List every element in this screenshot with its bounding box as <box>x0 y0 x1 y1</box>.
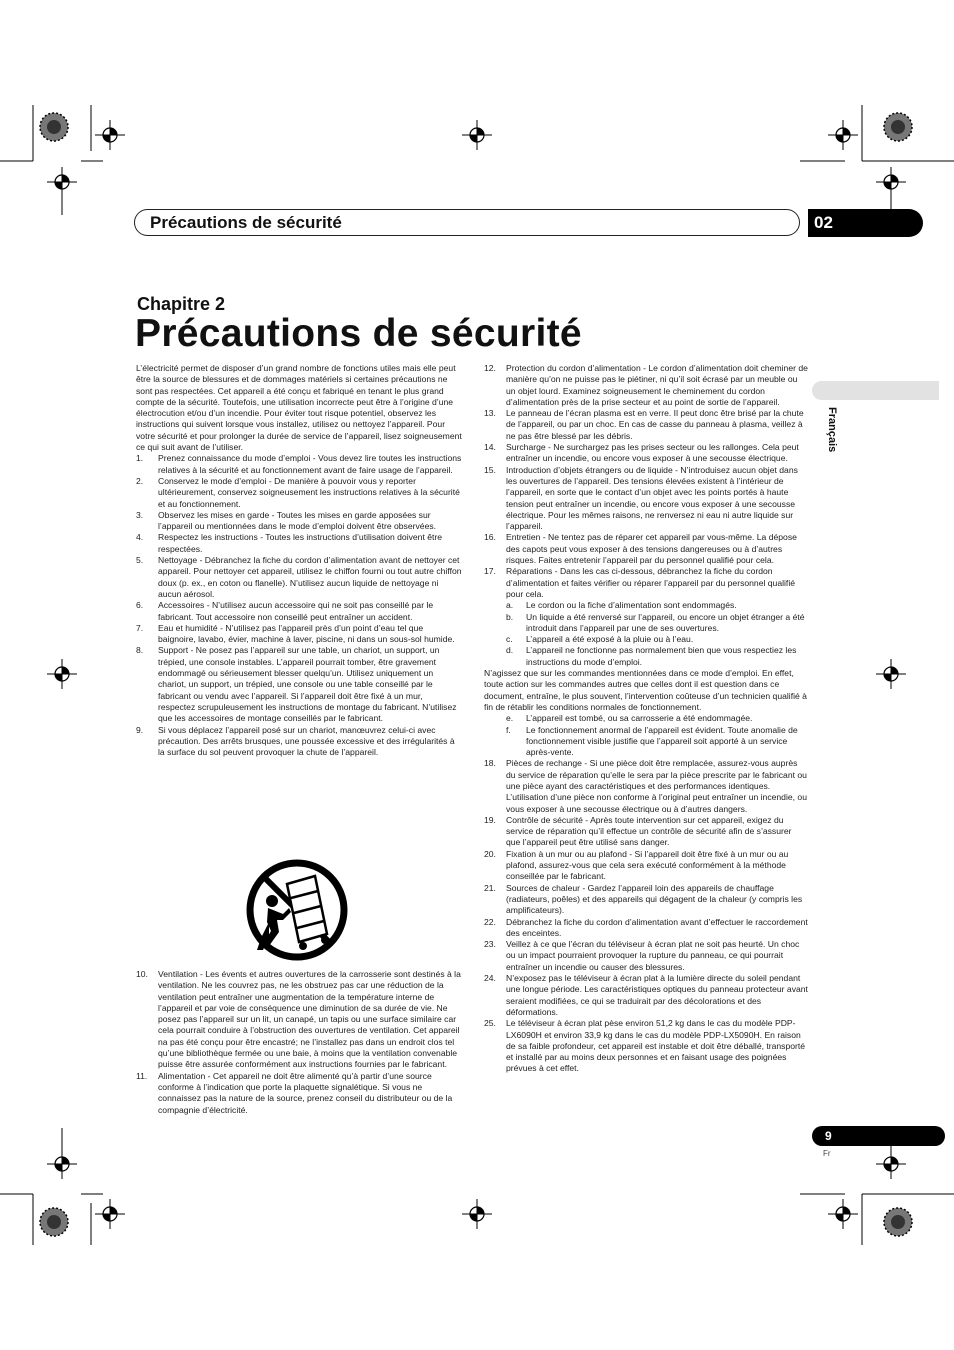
list-item <box>484 532 808 566</box>
item-number: 7. <box>136 622 144 633</box>
list-item <box>136 969 462 1071</box>
item-text: Si vous déplacez l’appareil posé sur un chariot, manœuvrez celui-ci avec précaution. Des arrêts brusques, une poussée excessive et des irrégularités à la surface du sol peuvent provoquer la chute de l’appareil. <box>158 724 455 758</box>
item-text: Pièces de rechange - Si une pièce doit être remplacée, assurez-vous auprès du service de réparation qu’elle le sera par la pièce prescrite par le fabricant ou une pièce ayant des caractéristiques et des performances identiques. L’utilisation d’une pièce non conforme à l’original peut entraîner un incendie, ou vous exposer à une secousse électrique ou à d’autres dangers. <box>506 758 807 814</box>
list-item <box>484 442 808 465</box>
list-item <box>136 645 462 724</box>
item-text: Le cordon ou la fiche d’alimentation sont endommagés. <box>526 600 737 611</box>
item-number: 9. <box>136 724 144 735</box>
item-text: Fixation à un mur ou au plafond - Si l’appareil doit être fixé à un mur ou au plafond, assurez-vous que cela sera exécuté conformément à la méthode conseillée par le fabricant. <box>506 848 789 882</box>
item-number: 6. <box>136 600 144 611</box>
list-item <box>136 1071 462 1116</box>
item-text: Observez les mises en garde - Toutes les mises en garde apposées sur l’appareil ou mentionnées dans le mode d’emploi doivent être observées. <box>158 509 437 532</box>
item-text: L’appareil est tombé, ou sa carrosserie a été endommagée. <box>526 713 753 724</box>
item-text: Surcharge - Ne surchargez pas les prises secteur ou les rallonges. Cela peut entraîner un incendie, ou encore vous exposer à une secousse électrique. <box>506 442 799 464</box>
item-number: b. <box>506 611 514 622</box>
right-column <box>484 363 808 1075</box>
sub-list-item <box>506 612 808 635</box>
item-number: 16. <box>484 532 496 543</box>
left-list <box>136 453 462 758</box>
list-item <box>484 939 808 973</box>
list-item <box>484 465 808 533</box>
sub-list-item <box>506 713 808 724</box>
left-column-continued <box>136 969 462 1116</box>
header-title: Précautions de sécurité <box>150 213 342 232</box>
list-item <box>484 566 808 600</box>
chapter-number-badge: 02 <box>808 209 923 237</box>
item-number: 17. <box>484 566 496 577</box>
item17-note: N’agissez que sur les commandes mentionnées dans ce mode d’emploi. En effet, toute action sur les commandes autres que celles dont il est question dans ce document, entraîne, le plus souvent, l’intervention coûteuse d’un technicien qualifié à fin de rétablir les conditions normales de fonctionnement. <box>484 668 807 712</box>
list-item <box>136 453 462 476</box>
item-text: Débranchez la fiche du cordon d’alimentation avant d’effectuer le raccordement des enceintes. <box>506 916 808 938</box>
item-text: L’appareil a été exposé à la pluie ou à l’eau. <box>526 634 694 645</box>
sublist-a <box>484 600 808 668</box>
item-text: Sources de chaleur - Gardez l’appareil loin des appareils de chauffage (radiateurs, poêles) et des appareils qui dégagent de la chaleur (y compris les amplificateurs). <box>506 882 803 916</box>
item-number: d. <box>506 645 514 656</box>
right-list-after <box>484 758 808 1074</box>
item-text: Veillez à ce que l’écran du téléviseur à écran plat ne soit pas heurté. Un choc ou un impact pourraient provoquer la rupture du panneau, ce qui pourrait entraîner un incendie ou causer des blessures. <box>506 939 800 972</box>
item-number: e. <box>506 713 514 724</box>
item-number: 22. <box>484 916 496 927</box>
intro-paragraph: L’électricité permet de disposer d’un grand nombre de fonctions utiles mais elle peut être la source de blessures et de dommages matériels si certaines précautions ne sont pas respectées. Cet appareil a été conçu et fabriqué en tenant le plus grand compte de la sécurité. Toutefois, une utilisation incorrecte peut être à l’origine d’une électrocution et/ou d’un incendie. Pour éviter tout risque potentiel, observez les instructions qui suivent lorsque vous installez, utilisez ou nettoyez l’appareil. Pour votre sécurité et pour prolonger la durée de service de l’appareil, lisez soigneusement ce qui suit avant de l’utiliser. <box>136 363 462 453</box>
item-number: 25. <box>484 1018 496 1029</box>
page-lang-code: Fr <box>823 1149 831 1158</box>
item-number: 8. <box>136 645 144 656</box>
item-text: Prenez connaissance du mode d’emploi - Vous devez lire toutes les instructions relatives à la sécurité et au fonctionnement avant de faire usage de l’appareil. <box>158 453 462 475</box>
page-number: 9 <box>812 1126 945 1146</box>
list-item <box>484 815 808 849</box>
list-item <box>136 476 462 510</box>
item-number: f. <box>506 724 511 735</box>
page-title: Précautions de sécurité <box>135 312 582 355</box>
item-number: 1. <box>136 453 144 464</box>
item-number: c. <box>506 634 513 645</box>
item-number: 14. <box>484 442 496 453</box>
item-text: Entretien - Ne tentez pas de réparer cet appareil par vous-même. La dépose des capots peut vous exposer à des tensions dangereuses ou à d’autres risques. Faites entretenir l’appareil par du personnel qualifié pour cela. <box>506 532 797 566</box>
item-number: 2. <box>136 475 144 486</box>
item-number: 21. <box>484 882 496 893</box>
sub-list-item <box>506 645 808 668</box>
item-number: 5. <box>136 555 144 566</box>
list-item <box>484 408 808 442</box>
item-text: Support - Ne posez pas l’appareil sur une table, un chariot, un support, un trépied, une console instables. L’appareil pourrait tomber, être gravement endommagé ou sérieusement blesser quelqu’un. Utilisez uniquement un chariot, un support, un trépied, une console ou une table conseillé par le fabricant ou vendu avec l’appareil. Si l’appareil doit être fixé à un mur, respectez scrupuleusement les instructions de montage du fabricant. N’utilisez que les accessoires de montage conseillés par le fabricant. <box>158 645 457 724</box>
sub-list-item <box>506 725 808 759</box>
item-text: Ventilation - Les évents et autres ouvertures de la carrosserie sont destinés à la ventilation. Ne les couvrez pas, ne les obstruez pas car une réduction de la ventilation peut entraîner une augmentation de la température interne de l’appareil et par voie de conséquence une diminution de sa durée de vie. Ne posez pas l’appareil sur un lit, un canapé, un tapis ou une surface similaire car cela pourrait conduire à l’obstruction des ouvertures de ventilation. Cet appareil na pas été conçu pour être encastré; ne l’installez pas dans un endroit clos tel qu’une bibliothèque fermée ou une baie, à moins que la ventilation convenable puisse être assurée conformément aux instructions fournies par le fabricant. <box>158 969 461 1070</box>
list-item <box>136 600 462 623</box>
item-number: 12. <box>484 363 496 373</box>
language-tab <box>812 381 939 400</box>
item-text: Un liquide a été renversé sur l’appareil, ou encore un objet étranger a été introduit dans l’appareil par une de ses ouvertures. <box>526 611 805 633</box>
item-text: Le panneau de l’écran plasma est en verre. Il peut donc être brisé par la chute de l’appareil, ou par un choc. En cas de casse du panneau à plasma, veillez à ne pas être blessé par les débris. <box>506 408 804 441</box>
item-number: 3. <box>136 509 144 520</box>
item-number: 24. <box>484 973 496 984</box>
sublist-b <box>484 713 808 758</box>
left-list-after <box>136 969 462 1116</box>
chapter-label: Chapitre 2 <box>137 294 226 314</box>
item-text: Protection du cordon d’alimentation - Le cordon d’alimentation doit cheminer de manière qu’on ne puisse pas le piétiner, ni qu’il soit écrasé par un meuble ou un objet lourd. Examinez soigneusement le cheminement du cordon d’alimentation près de la prise secteur et au point de sortie de l’appareil. <box>506 363 808 407</box>
list-item <box>136 623 462 646</box>
list-item <box>484 363 808 408</box>
item-number: a. <box>506 600 514 611</box>
language-label: Français <box>826 407 838 453</box>
item-text: Le fonctionnement anormal de l’appareil est évident. Toute anomalie de fonctionnement visible justifie que l’appareil soit apporté à un service après-vente. <box>526 724 798 758</box>
item-number: 4. <box>136 532 144 543</box>
item-text: L’appareil ne fonctionne pas normalement bien que vous respectiez les instructions du mode d’emploi. <box>526 645 797 667</box>
item-text: Respectez les instructions - Toutes les instructions d’utilisation doivent être respectées. <box>158 532 443 554</box>
sub-list-item <box>506 634 808 645</box>
item-text: Accessoires - N’utilisez aucun accessoire qui ne soit pas conseillé par le fabricant. Tout accessoire non conseillé peut entraîner un accident. <box>158 600 434 622</box>
item-number: 18. <box>484 758 496 769</box>
item-number: 19. <box>484 814 496 825</box>
item-text: Eau et humidité - N’utilisez pas l’appareil près d’un point d’eau tel que baignoire, lavabo, évier, machine à laver, piscine, ni dans un sous-sol humide. <box>158 622 455 645</box>
item-text: N’exposez pas le téléviseur à écran plat à la lumière directe du soleil pendant une longue période. Les caractéristiques optiques du panneau protecteur avant seraient modifiées, ce qui se traduirait par des décolorations et des déformations. <box>506 973 808 1017</box>
item-number: 10. <box>136 969 148 979</box>
item-text: Le téléviseur à écran plat pèse environ 51,2 kg dans le cas du modèle PDP-LX6090H et environ 33,9 kg dans le cas du modèle PDP-LX5090H. En raison de sa faible profondeur, cet appareil est instable et doit être déballé, transporté et installé par au moins deux personnes et en faisant usage des poignées prévues à cet effet. <box>506 1018 806 1074</box>
item-text: Conservez le mode d’emploi - De manière à pouvoir vous y reporter ultérieurement, conservez soigneusement les instructions relatives à la sécurité et au fonctionnement. <box>158 475 460 509</box>
list-item <box>484 973 808 1018</box>
list-item <box>136 510 462 533</box>
list-item <box>136 555 462 600</box>
list-item <box>484 758 808 814</box>
item-text: Introduction d’objets étrangers ou de liquide - N’introduisez aucun objet dans les ouvertures de l’appareil. Des tensions élevées existent à l’intérieur de l’appareil, en sorte que le contact d’un objet avec les points portés à haute tension peut entraîner un incendie, ou encore vous exposer à une secousse électrique. Pour les mêmes raisons, ne renversez ni eau ni autre liquide sur l’appareil. <box>506 464 798 532</box>
item-text: Alimentation - Cet appareil ne doit être alimenté qu’à partir d’une source conforme à l’indication que porte la plaquette signalétique. Si vous ne connaissez pas la nature de la source, prenez conseil du distributeur ou de la compagnie d’électricité. <box>158 1070 453 1115</box>
right-list <box>484 363 808 600</box>
item-text: Contrôle de sécurité - Après toute intervention sur cet appareil, exigez du service de réparation qu’il effectue un contrôle de sécurité afin de s’assurer que l’appareil peut être utilisé sans danger. <box>506 814 792 848</box>
sub-list-item <box>506 600 808 611</box>
item-text: Nettoyage - Débranchez la fiche du cordon d’alimentation avant de nettoyer cet appareil. Pour nettoyer cet appareil, utilisez le chiffon fourni ou tout autre chiffon doux (p. ex., en coton ou flanelle). N’utilisez aucun liquide de nettoyage ni aucun aérosol. <box>158 555 462 599</box>
list-item <box>484 1018 808 1074</box>
cart-tipover-warning-icon <box>239 858 355 962</box>
list-item <box>136 532 462 555</box>
list-item <box>484 917 808 940</box>
list-item <box>484 849 808 883</box>
list-item <box>484 883 808 917</box>
left-column <box>136 363 462 758</box>
item-number: 15. <box>484 464 496 475</box>
item-number: 20. <box>484 848 496 859</box>
list-item <box>136 725 462 759</box>
item-text: Réparations - Dans les cas ci-dessous, débranchez la fiche du cordon d’alimentation et faites vérifier ou réparer l’appareil par du personnel qualifié pour cela. <box>506 566 796 599</box>
item-number: 13. <box>484 408 496 419</box>
item-number: 11. <box>136 1070 148 1081</box>
item-number: 23. <box>484 939 496 950</box>
